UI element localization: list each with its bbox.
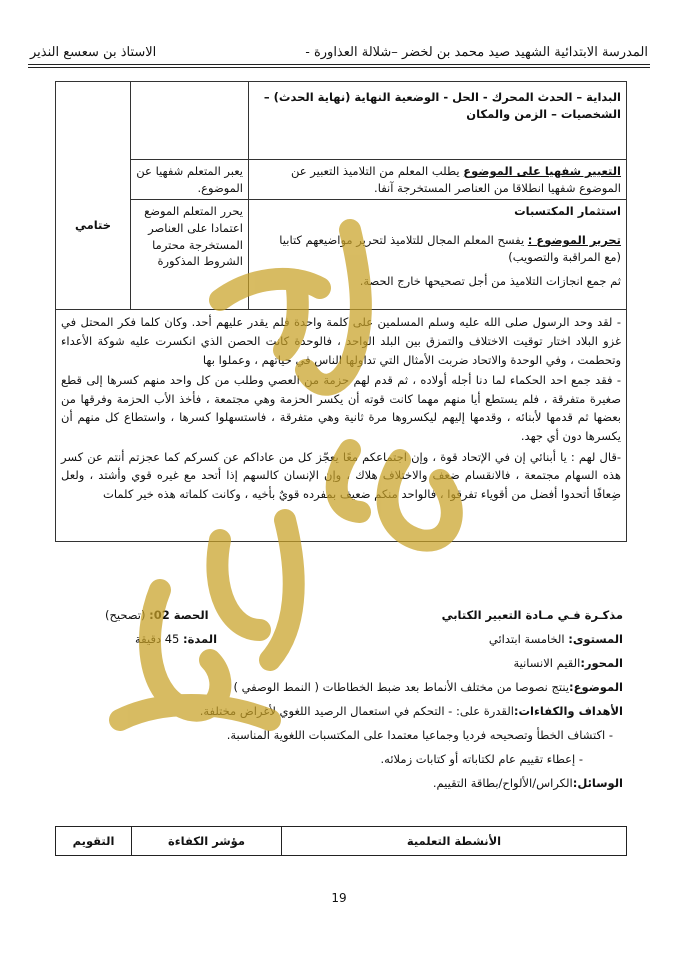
story-paragraph-1: - لقد وحد الرسول صلى الله عليه وسلم المسلمين على كلمة واحدة فلم يقدر عليهم أحد. وكان كلما فكر المحتل في غزو البلاد اختار توقيت الاختلاف والتمزق بين البلد الواحد ، فالوحدة كانت الحصن الذي انكسرت عليه شوكة الأعداء وتحطمت ، وفي الوحدة والاتحاد ضربت الأمثال التي تداولها الناس في حياتهم ، وعملوا بها xyxy=(61,315,621,367)
story-elements-line1: البداية – الحدث المحرك - الحل - الوضعية النهاية (نهاية الحدث) – xyxy=(263,90,621,104)
school-name: المدرسة الابتدائية الشهيد صيد محمد بن لخضر –شلالة العذاورة - xyxy=(305,45,648,60)
page-header xyxy=(30,38,648,60)
indicator-cell: يعبر المتعلم شفهيا عن الموضوع. xyxy=(131,160,249,200)
axis-value: القيم الانسانية xyxy=(513,656,581,670)
goals-label: الأهداف والكفاءات: xyxy=(513,704,623,718)
writing-text: يفسح المعلم المجال للتلاميذ لتحرير مواضيعهم كتابيا xyxy=(279,233,528,248)
duration-label: المدة: xyxy=(183,632,218,646)
investment-title: استثمار المكتسبات xyxy=(514,204,621,219)
writing-label: تحرير الموضوع : xyxy=(527,233,621,248)
goals-value: القدرة على: - التحكم في استعمال الرصيد اللغوي لأغراض مختلفة. xyxy=(199,704,514,718)
indicator-cell: يحرر المتعلم الموضع اعتمادا على العناصر المستخرجة محترما الشروط المذكورة xyxy=(131,200,249,310)
session-label: الحصة 02: xyxy=(149,608,209,622)
oral-expression-label: التعبير شفهيا على الموضوع xyxy=(463,164,621,178)
level-label: المستوى: xyxy=(568,632,623,646)
goal-1: - اكتشاف الخطأ وتصحيحه فرديا وجماعيا معتمدا على المكتسبات اللغوية المناسبة. xyxy=(226,728,613,742)
means-label: الوسائل: xyxy=(572,776,623,790)
story-paragraph-3: -قال لهم : يا أبنائي إن في الإتحاد قوة ، وإن اجتماعكم معًا يعجّز كل من عاداكم عن كسركم كما عجزتم أنتم عن كسر هذه السهام مجتمعة ، فالانقسام ضعف والاختلاف هلاك ، وإن الإنسان كالسهم إذا أتحد مع غيره قوي وأشتد ، ولعل ضِعافًا أتحدوا أفضل من أقوياء تفرقوا ، فالواحد منكم ضعيف بمفرده قويٌ بأخيه ، وكانت كلماته هذه خير كلمات xyxy=(61,449,621,501)
goal-2: - إعطاء تقييم عام لكتاباته أو كتابات زملائه. xyxy=(380,752,583,766)
header-evaluation: التقويم xyxy=(56,827,132,856)
oral-expression-text: يطلب المعلم من التلاميذ التعبير عن الموضوع شفهيا انطلاقا من العناصر المستخرجة آنفا. xyxy=(291,164,621,195)
table-row xyxy=(56,82,627,160)
memo-title: مذكـرة فـي مـادة التعبير الكتابي xyxy=(441,608,623,622)
header-indicator: مؤشر الكفاءة xyxy=(132,827,282,856)
activities-cell xyxy=(249,82,627,160)
evaluation-cell xyxy=(56,82,131,310)
page-number: 19 xyxy=(331,891,347,905)
means-value: الكراس/الألواح/بطاقة التقييم. xyxy=(432,776,573,790)
writing-note: (مع المراقبة والتصويب) xyxy=(508,249,621,264)
story-elements-line2: الشخصيات – الزمن والمكان xyxy=(466,106,621,121)
table-row xyxy=(56,310,627,542)
header-divider xyxy=(28,64,650,68)
evaluation-final: ختامي xyxy=(74,218,112,233)
table-row xyxy=(56,160,627,200)
indicator-cell xyxy=(131,82,249,160)
lesson-plan-table xyxy=(55,81,627,542)
level-value: الخامسة ابتدائي xyxy=(488,632,569,646)
story-paragraph-2: - فقد جمع احد الحكماء لما دنا أجله أولاده ، ثم قدم لهم حزمة من العصي وطلب من كل واحد منهم كسرها إلى قطع صغيرة متفرقة ، فلم يستطع أيا منهم مهما كانت قوته أن يكسر الحزمة وهي مجتمعة ، فأخذ الأب الحزمة وفرقها من بعضها ثم قدمها لأبنائه ، وقدمها إليهم ليكسروها مرة ثانية وهي متفرقة ، فاستسهلوا كسرها ، واستطاع كل منهم أن يكسرها دون أي جهد. xyxy=(61,373,621,444)
table-row xyxy=(56,200,627,310)
table-row xyxy=(56,827,627,856)
duration-value: 45 دقيقة xyxy=(135,632,184,646)
axis-label: المحور: xyxy=(580,656,623,670)
story-cell xyxy=(56,310,627,542)
lesson-memo xyxy=(55,603,623,795)
activities-header-table xyxy=(55,826,627,856)
teacher-name: الاستاذ بن سعسع النذير xyxy=(30,45,157,60)
collect-text: ثم جمع انجازات التلاميذ من أجل تصحيحها خارج الحصة. xyxy=(359,274,621,289)
header-activities: الأنشطة التعلمية xyxy=(282,827,627,856)
activities-cell xyxy=(249,160,627,200)
topic-label: الموضوع: xyxy=(569,680,623,694)
session-value: (تصحيح) xyxy=(105,608,150,622)
topic-value: ينتج نصوصا من مختلف الأنماط بعد ضبط الخطاطات ( النمط الوصفي ) xyxy=(233,680,570,694)
activities-cell xyxy=(249,200,627,310)
